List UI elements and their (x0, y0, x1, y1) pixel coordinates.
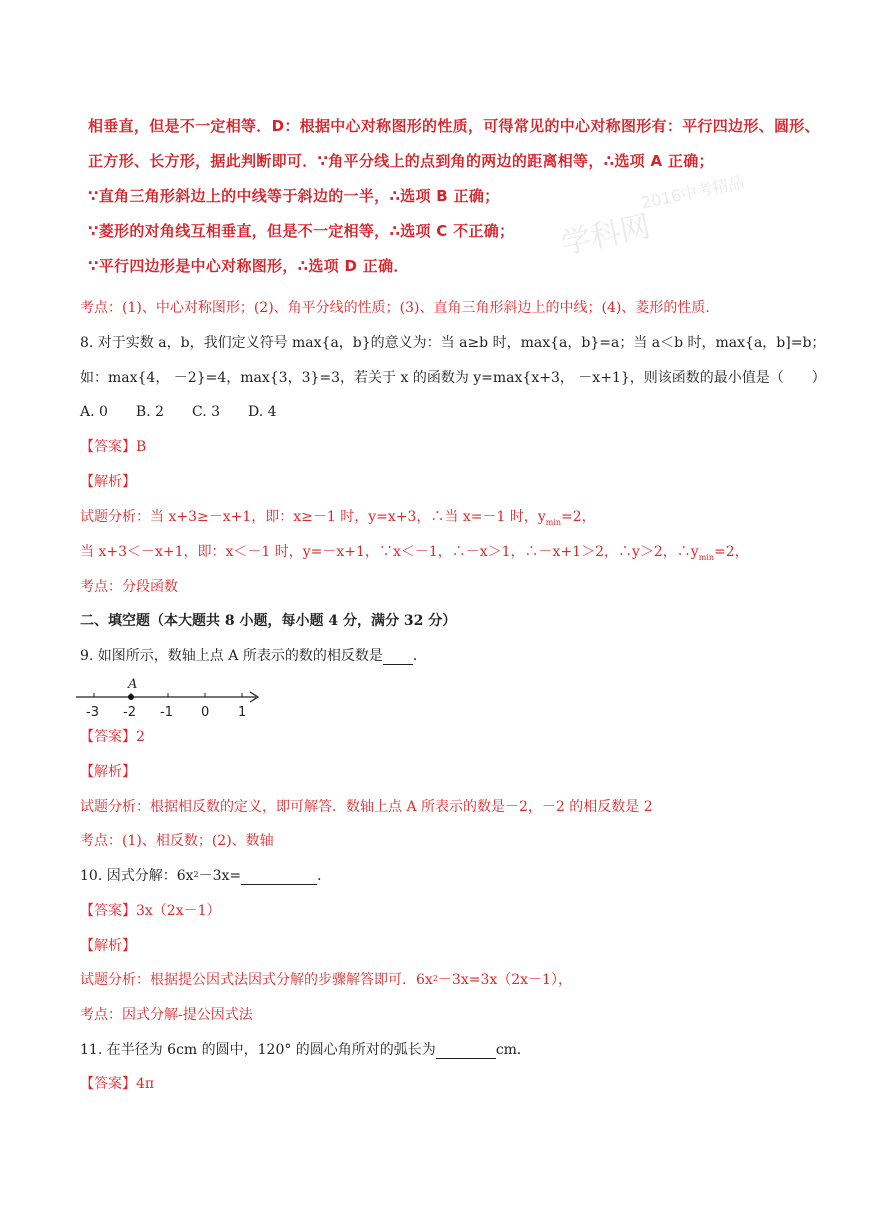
superscript: 2 (432, 974, 438, 983)
analysis-text: 试题分析：当 x+3≥－x+1，即：x≥－1 时，y=x+3，∴当 x=－1 时，y (80, 509, 546, 525)
answer-value: 4π (136, 1076, 155, 1092)
q11-answer (80, 1075, 154, 1093)
tick-label: 1 (238, 705, 247, 720)
stem-text: －3x= (198, 868, 242, 884)
watermark: 学科网 (558, 208, 654, 262)
number-line-figure (74, 676, 274, 720)
answer-label: 【答案】 (80, 729, 136, 745)
stem-text: 10. 因式分解：6x (80, 868, 194, 884)
scan-line-1: 相垂直，但是不一定相等．D：根据中心对称图形的性质，可得常见的中心对称图形有：平行四边形、圆形、 (88, 117, 820, 135)
answer-label: 【答案】 (80, 903, 136, 919)
answer-value: 2 (136, 729, 145, 745)
q9-analysis: 试题分析：根据相反数的定义，即可解答．数轴上点 A 所表示的数是－2，－2 的相反数是 2 (80, 799, 653, 815)
scan-line-3: ∵直角三角形斜边上的中线等于斜边的一半，∴选项 B 正确； (88, 187, 500, 205)
answer-value: B (136, 439, 147, 455)
stem-text: 11. 在半径为 6cm 的圆中，120° 的圆心角所对的弧长为 (80, 1042, 436, 1058)
tick-label: 0 (201, 705, 210, 720)
stem-text: 9. 如图所示，数轴上点 A 所表示的数的相反数是 (80, 648, 383, 664)
stem-text: ． (412, 648, 427, 664)
answer-blank (241, 870, 317, 885)
point-a-label: A (128, 677, 138, 692)
point-a (128, 694, 134, 700)
q9-jiexi-label: 【解析】 (80, 764, 136, 780)
superscript: 2 (193, 870, 199, 879)
tick-label: -3 (86, 705, 99, 720)
q10-stem (80, 867, 331, 885)
analysis-text: －3x=3x（2x－1）， (437, 972, 572, 988)
q8-stem-line1: 8. 对于实数 a，b，我们定义符号 max{a，b}的意义为：当 a≥b 时，max{a，b}=a；当 a＜b 时，max{a，b]=b； (80, 335, 826, 351)
stem-text: ． (317, 868, 332, 884)
q9-answer (80, 728, 145, 746)
q8-analysis-1 (80, 508, 596, 528)
q8-options: A. 0 B. 2 C. 3 D. 4 (80, 404, 277, 420)
q8-analysis-2 (80, 543, 749, 563)
q8-kaodian: 考点：分段函数 (80, 579, 178, 595)
tick-label: -2 (123, 705, 136, 720)
answer-blank (383, 650, 413, 665)
answer-label: 【答案】 (80, 1076, 136, 1092)
analysis-text: 当 x+3＜－x+1，即：x＜－1 时，y=－x+1，∵x＜－1，∴－x＞1，∴－x+1＞2，∴y＞2，∴y (80, 544, 699, 560)
q11-stem (80, 1041, 531, 1059)
tick-label: -1 (160, 705, 173, 720)
scan-line-5: ∵平行四边形是中心对称图形，∴选项 D 正确． (88, 257, 409, 275)
analysis-text: =2， (714, 544, 749, 560)
analysis-text: 试题分析：根据提公因式法因式分解的步骤解答即可．6x (80, 972, 433, 988)
q10-kaodian: 考点：因式分解-提公因式法 (80, 1007, 253, 1023)
kaodian-q7: 考点：(1)、中心对称图形；(2)、角平分线的性质；(3)、直角三角形斜边上的中线；(4)、菱形的性质． (80, 300, 720, 316)
scan-line-4: ∵菱形的对角线互相垂直，但是不一定相等，∴选项 C 不正确； (88, 222, 515, 240)
q8-jiexi-label: 【解析】 (80, 474, 136, 490)
q10-jiexi-label: 【解析】 (80, 938, 136, 954)
section-2-title: 二、填空题（本大题共 8 小题，每小题 4 分，满分 32 分） (80, 613, 457, 629)
answer-blank (436, 1044, 496, 1059)
stem-text: cm． (495, 1042, 531, 1058)
subscript: min (545, 518, 562, 527)
q8-answer (80, 438, 146, 456)
scan-line-2: 正方形、长方形，据此判断即可．∵角平分线上的点到角的两边的距离相等，∴选项 A 正确； (88, 152, 714, 170)
answer-value: 3x（2x－1） (136, 903, 221, 919)
watermark-sub: 2016中考精品 (639, 172, 746, 213)
q10-analysis (80, 971, 572, 989)
q10-answer (80, 902, 221, 920)
q9-kaodian: 考点：(1)、相反数；(2)、数轴 (80, 833, 274, 849)
answer-label: 【答案】 (80, 439, 136, 455)
q9-stem (80, 647, 427, 665)
q8-stem-line2: 如：max{4， －2}=4，max{3，3}=3，若关于 x 的函数为 y=max{x+3， －x+1}，则该函数的最小值是（ ） (80, 370, 826, 386)
analysis-text: =2， (561, 509, 596, 525)
subscript: min (698, 553, 715, 562)
